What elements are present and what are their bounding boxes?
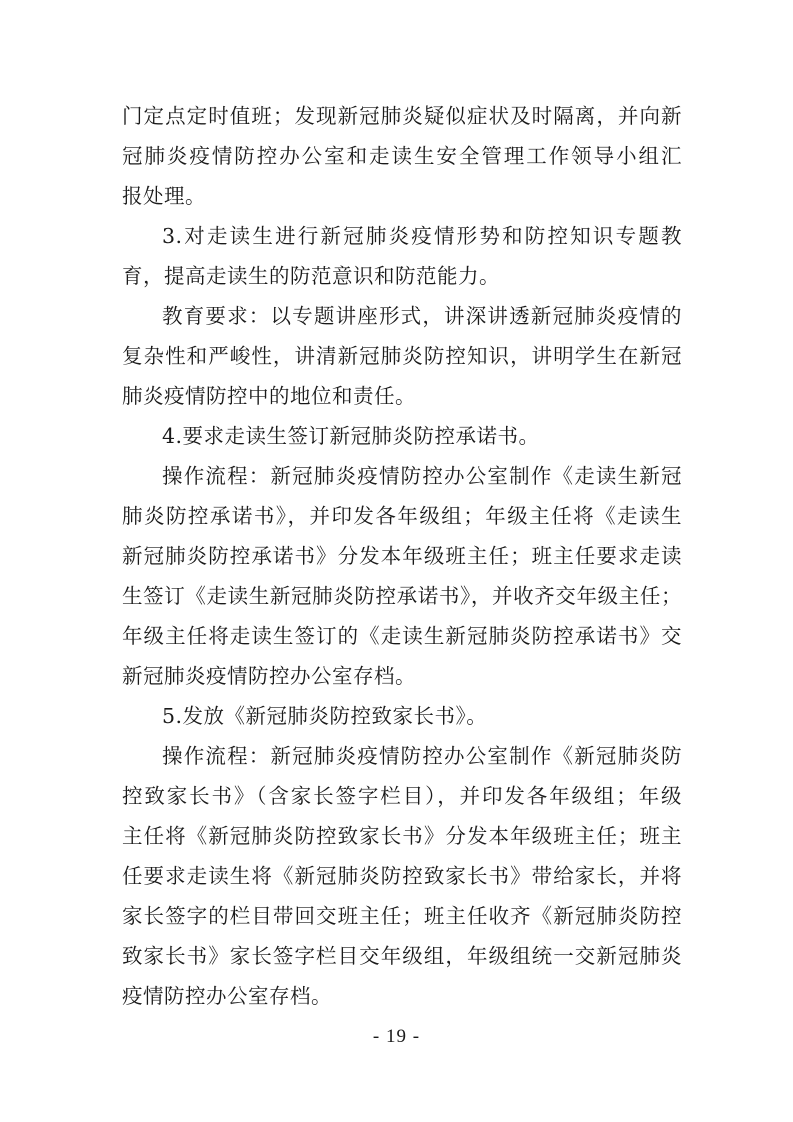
paragraph-line: 年级主任将走读生签订的《走读生新冠肺炎防控承诺书》交 bbox=[122, 624, 682, 648]
paragraph-line: 控致家长书》（含家长签字栏目），并印发各年级组；年级 bbox=[122, 784, 682, 808]
paragraph-line: 致家长书》家长签字栏目交年级组，年级组统一交新冠肺炎 bbox=[122, 944, 682, 968]
paragraph-line: 报处理。 bbox=[122, 184, 206, 208]
section-heading-line: 5.发放《新冠肺炎防控致家长书》。 bbox=[162, 704, 488, 728]
section-heading-line: 4.要求走读生签订新冠肺炎防控承诺书。 bbox=[162, 424, 540, 448]
paragraph-line: 任要求走读生将《新冠肺炎防控致家长书》带给家长，并将 bbox=[122, 864, 682, 888]
paragraph-line: 冠肺炎疫情防控办公室和走读生安全管理工作领导小组汇 bbox=[122, 144, 682, 168]
paragraph-line: 门定点定时值班；发现新冠肺炎疑似症状及时隔离，并向新 bbox=[122, 104, 682, 128]
paragraph-line: 家长签字的栏目带回交班主任；班主任收齐《新冠肺炎防控 bbox=[122, 904, 682, 928]
section-heading-line: 育，提高走读生的防范意识和防范能力。 bbox=[122, 264, 500, 288]
paragraph-line: 肺炎疫情防控中的地位和责任。 bbox=[122, 384, 416, 408]
page-number: - 19 - bbox=[372, 1026, 421, 1047]
paragraph-line: 操作流程：新冠肺炎疫情防控办公室制作《新冠肺炎防 bbox=[162, 744, 682, 768]
paragraph-line: 新冠肺炎疫情防控办公室存档。 bbox=[122, 664, 416, 688]
section-heading-line: 3.对走读生进行新冠肺炎疫情形势和防控知识专题教 bbox=[162, 224, 682, 248]
paragraph-line: 主任将《新冠肺炎防控致家长书》分发本年级班主任；班主 bbox=[122, 824, 682, 848]
paragraph-line: 操作流程：新冠肺炎疫情防控办公室制作《走读生新冠 bbox=[162, 464, 682, 488]
paragraph-line: 生签订《走读生新冠肺炎防控承诺书》，并收齐交年级主任； bbox=[122, 584, 682, 608]
paragraph-line: 复杂性和严峻性，讲清新冠肺炎防控知识，讲明学生在新冠 bbox=[122, 344, 682, 368]
paragraph-line: 疫情防控办公室存档。 bbox=[122, 984, 332, 1008]
paragraph-line: 新冠肺炎防控承诺书》分发本年级班主任；班主任要求走读 bbox=[122, 544, 682, 568]
paragraph-line: 肺炎防控承诺书》，并印发各年级组；年级主任将《走读生 bbox=[122, 504, 682, 528]
paragraph-line: 教育要求：以专题讲座形式，讲深讲透新冠肺炎疫情的 bbox=[162, 304, 682, 328]
